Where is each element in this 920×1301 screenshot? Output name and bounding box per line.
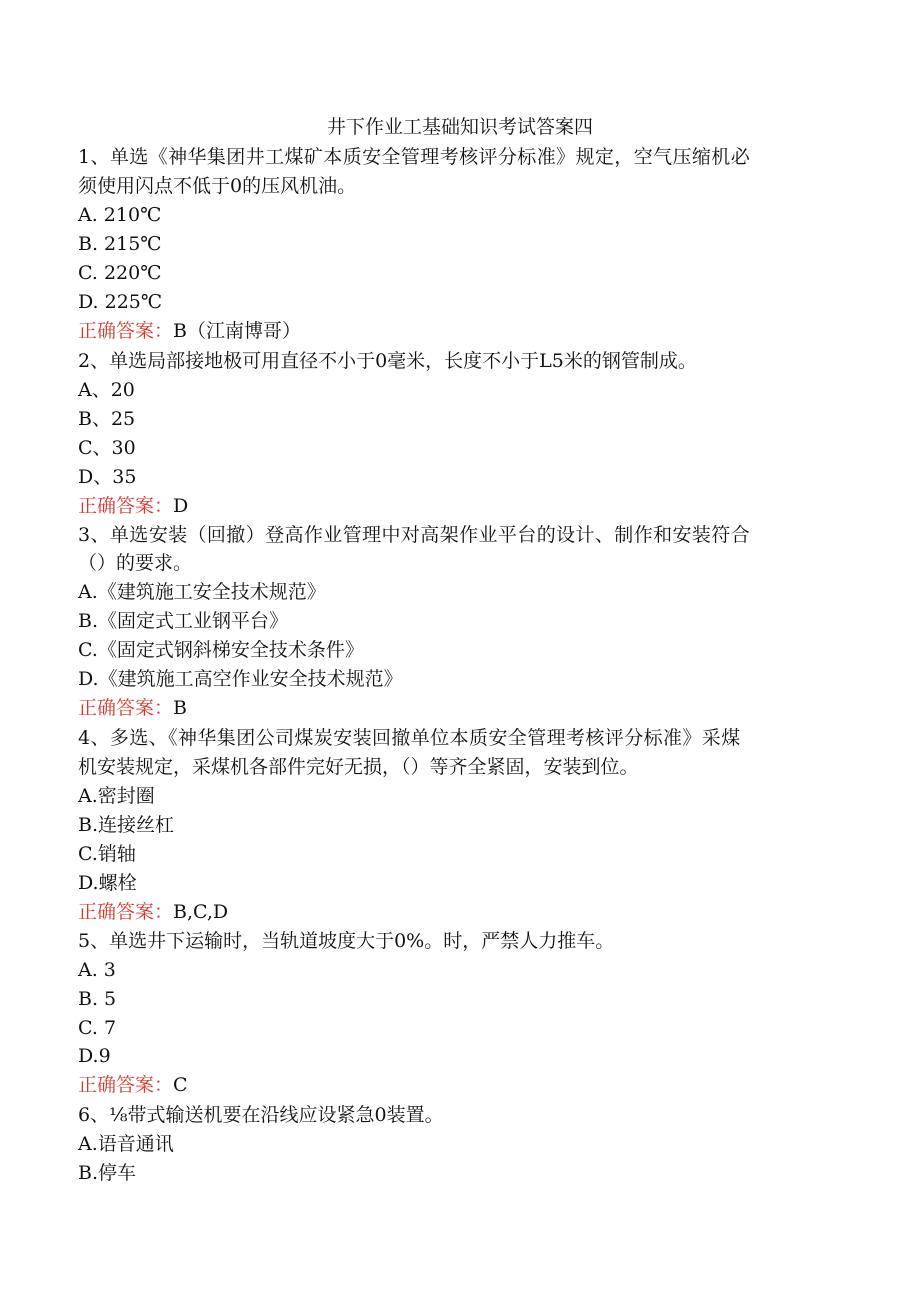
question-4-option-c: C.销轴 — [78, 843, 136, 865]
question-1-stem-line-1: 1、单选《神华集团井工煤矿本质安全管理考核评分标准》规定，空气压缩机必 — [78, 146, 751, 168]
question-1-option-b: B. 215℃ — [78, 233, 162, 255]
document-title: 井下作业工基础知识考试答案四 — [326, 116, 593, 138]
question-3-stem-line-2: （）的要求。 — [78, 552, 193, 574]
question-4-answer — [78, 899, 228, 925]
question-2-stem-line-1: 2、单选局部接地极可用直径不小于0毫米，长度不小于L5米的钢管制成。 — [78, 350, 697, 372]
question-4-option-d: D.螺栓 — [78, 872, 137, 894]
question-2-option-d: D、35 — [78, 466, 137, 488]
answer-value: B,C,D — [173, 901, 229, 923]
question-2-option-a: A、20 — [78, 379, 135, 401]
question-3-stem-line-1: 3、单选安装（回撤）登高作业管理中对高架作业平台的设计、制作和安装符合 — [78, 524, 751, 546]
question-4-stem-line-2: 机安装规定，采煤机各部件完好无损，（）等齐全紧固，安装到位。 — [78, 756, 639, 778]
answer-label: 正确答案： — [78, 697, 174, 719]
question-3-option-b: B.《固定式工业钢平台》 — [78, 610, 289, 632]
question-6-stem-line-1: 6、⅛带式输送机要在沿线应设紧急0装置。 — [78, 1104, 444, 1126]
question-1-answer — [78, 318, 301, 344]
question-6-option-a: A.语音通讯 — [78, 1133, 174, 1155]
answer-label: 正确答案： — [78, 901, 174, 923]
question-1-option-a: A. 210℃ — [78, 204, 162, 226]
answer-value: B（江南博哥） — [173, 320, 301, 342]
question-3-option-a: A.《建筑施工安全技术规范》 — [78, 581, 326, 603]
answer-label: 正确答案： — [78, 320, 174, 342]
question-3-answer — [78, 695, 187, 721]
question-5-option-d: D.9 — [78, 1045, 111, 1067]
question-5-answer — [78, 1072, 188, 1098]
question-3-option-c: C.《固定式钢斜梯安全技术条件》 — [78, 639, 364, 661]
question-2-answer — [78, 493, 188, 519]
answer-value: B — [173, 697, 187, 719]
question-5-stem-line-1: 5、单选井下运输时，当轨道坡度大于0%。时，严禁人力推车。 — [78, 930, 615, 952]
question-1-stem-line-2: 须使用闪点不低于0的压风机油。 — [78, 175, 357, 197]
answer-label: 正确答案： — [78, 495, 174, 517]
question-4-option-b: B.连接丝杠 — [78, 814, 175, 836]
question-4-option-a: A.密封圈 — [78, 785, 155, 807]
answer-label: 正确答案： — [78, 1074, 174, 1096]
question-4-stem-line-1: 4、多选、《神华集团公司煤炭安装回撤单位本质安全管理考核评分标准》采煤 — [78, 727, 741, 749]
question-3-option-d: D.《建筑施工高空作业安全技术规范》 — [78, 668, 403, 690]
question-5-option-a: A. 3 — [78, 959, 116, 981]
question-5-option-c: C. 7 — [78, 1017, 117, 1039]
question-2-option-b: B、25 — [78, 408, 136, 430]
question-2-option-c: C、30 — [78, 437, 136, 459]
answer-value: D — [173, 495, 189, 517]
question-6-option-b: B.停车 — [78, 1162, 137, 1184]
question-5-option-b: B. 5 — [78, 988, 117, 1010]
question-1-option-d: D. 225℃ — [78, 291, 163, 313]
answer-value: C — [173, 1074, 188, 1096]
question-1-option-c: C. 220℃ — [78, 262, 162, 284]
